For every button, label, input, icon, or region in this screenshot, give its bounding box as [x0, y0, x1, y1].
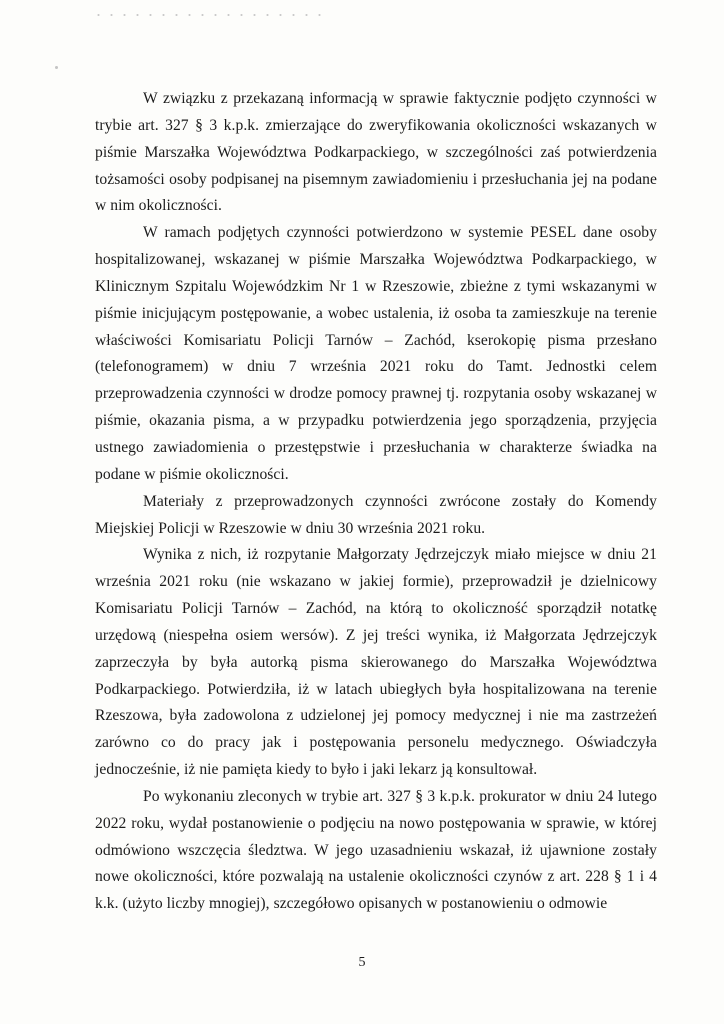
paragraph-5: Po wykonaniu zleconych w trybie art. 327 § 3 k.p.k. prokurator w dniu 24 lutego 2022 roku, wydał postanowienie o podjęciu na nowo postępowania w sprawie, w której odmówiono wszczęcia śledztwa. W jego uzasadnieniu wskazał, iż ujawnione zostały nowe okoliczności, które pozwalają na ustalenie okoliczności czynów z art. 228 § 1 i 4 k.k. (użyto liczby mnogiej), szczegółowo opisanych w postanowieniu o odmowie — [95, 787, 657, 913]
page-number: 5 — [358, 955, 366, 970]
paragraph-2: W ramach podjętych czynności potwierdzono w systemie PESEL dane osoby hospitalizowanej, wskazanej w piśmie Marszałka Województwa Podkarpackiego, w Klinicznym Szpitalu Wojewódzkim Nr 1 w Rzeszowie, zbieżne z tymi wskazanymi w piśmie inicjującym postępowanie, a wobec ustalenia, iż osoba ta zamieszkuje na terenie właściwości Komisariatu Policji Tarnów – Zachód, kserokopię pisma przesłano (telefonogramem) w dniu 7 września 2021 roku do Tamt. Jednostki celem przeprowadzenia czynności w drodze pomocy prawnej tj. rozpytania osoby wskazanej w piśmie, okazania pisma, a w przypadku potwierdzenia jego sporządzenia, przyjęcia ustnego zawiadomienia o przestępstwie i przesłuchania w charakterze świadka na podane w piśmie okoliczności. — [95, 224, 657, 483]
document-body — [95, 86, 657, 918]
paragraph-4: Wynika z nich, iż rozpytanie Małgorzaty Jędrzejczyk miało miejsce w dniu 21 września 2021 roku (nie wskazano w jakiej formie), przeprowadził je dzielnicowy Komisariatu Policji Tarnów – Zachód, na którą to okoliczność sporządził notatkę urzędową (niespełna osiem wersów). Z jej treści wynika, iż Małgorzata Jędrzejczyk zaprzeczyła by była autorką pisma skierowanego do Marszałka Województwa Podkarpackiego. Potwierdziła, iż w latach ubiegłych była hospitalizowana na terenie Rzeszowa, była zadowolona z udzielonej jej pomocy medycznej i nie ma zastrzeżeń zarówno co do pracy jak i postępowania personelu medycznego. Oświadczyła jednocześnie, iż nie pamięta kiedy to było i jaki lekarz ją konsultował. — [95, 546, 657, 779]
scan-artifact-dots — [92, 12, 322, 18]
scan-artifact-speck — [55, 66, 58, 69]
paragraph-1: W związku z przekazaną informacją w sprawie faktycznie podjęto czynności w trybie art. 327 § 3 k.p.k. zmierzające do zweryfikowania okoliczności wskazanych w piśmie Marszałka Województwa Podkarpackiego, w szczególności zaś potwierdzenia tożsamości osoby podpisanej na pisemnym zawiadomieniu i przesłuchania jej na podane w nim okoliczności. — [95, 90, 657, 215]
paragraph-3: Materiały z przeprowadzonych czynności zwrócone zostały do Komendy Miejskiej Policji w Rzeszowie w dniu 30 września 2021 roku. — [95, 492, 657, 537]
